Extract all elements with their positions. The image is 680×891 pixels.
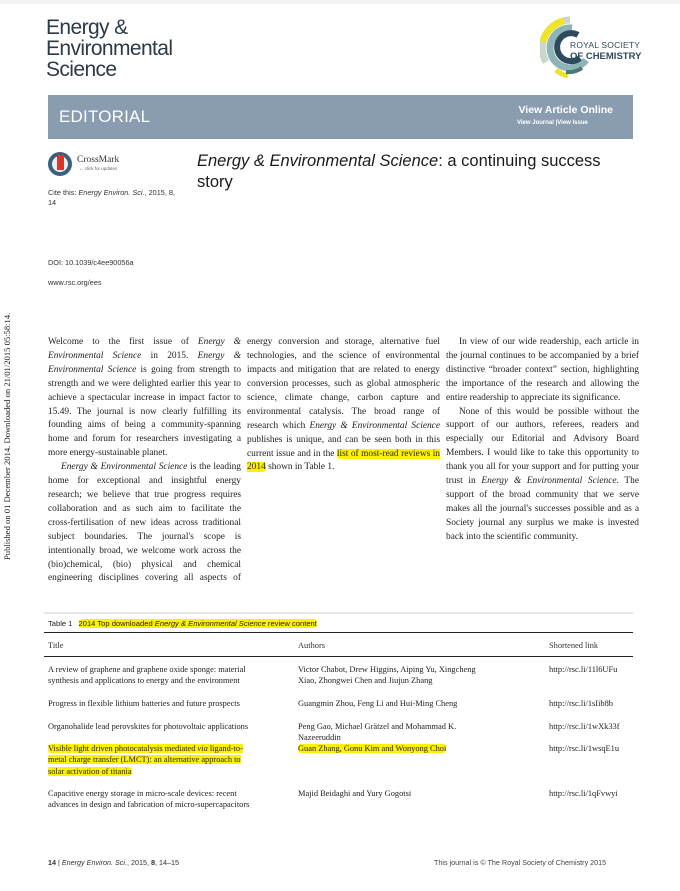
highlighted-text-cont: list of most-read reviews in 2014: [247, 448, 440, 473]
view-issue-link[interactable]: View Issue: [557, 120, 588, 126]
row-link[interactable]: http://rsc.li/1sIib8b: [549, 699, 613, 708]
view-article-online-link[interactable]: View Article Online: [518, 104, 613, 116]
arrow-left-icon: ←: [79, 166, 85, 171]
paragraph: None of this would be possible without the support of our authors, referees, readers and especially our Editorial and Advisory Board Members. I would like to take this opportunity to thank you all for your support and for putting your trust in Energy & Environmental Science. The support of the broad community that we serve makes all the journal's successes possible and as a Society journal any surplus we make is invested back into the scientific community.: [446, 406, 639, 542]
row-title: Organohalide lead perovskites for photovoltaic applications: [48, 722, 249, 731]
doi[interactable]: DOI: 10.1039/c4ee90056a: [48, 258, 134, 267]
journal-title-line: Energy &: [46, 16, 128, 39]
row-authors: Guan Zhang, Gonu Kim and Wonyong Choi: [298, 744, 447, 753]
journal-title-line: Environmental: [46, 37, 173, 60]
view-links: [517, 120, 588, 126]
table-header-authors: Authors: [298, 641, 325, 650]
crossmark-sub: [79, 166, 117, 171]
crossmark-icon: [48, 152, 72, 176]
crossmark-sub-text: click for updates: [84, 166, 118, 171]
table-header-title: Title: [48, 641, 64, 650]
paragraph: Energy & Environmental Science is the leading home for exceptional and insightful energy research; we believe that true progress requires collaboration and as such aim to facilitate the cross-fertilisation of new ideas across traditional subject boundaries. The journal's scope is intentionally broad, we welcome work across the (bio)chemical, (bio) physical and chemical engineering disciplines covering all aspects of: [48, 461, 241, 586]
website-link[interactable]: www.rsc.org/ees: [48, 278, 102, 287]
paragraph-cont: energy conversion and storage, alternative fuel technologies, and the science of environmental impacts and mitigation that are related to energy conversion processes, such as global atmospheric science, climate change, carbon capture and environmental catalysis. The broad range of research which Energy & Environmental Science publishes is unique, and can be seen both in this current issue and in the list of most-read reviews in 2014 shown in Table 1.: [247, 337, 440, 473]
crossmark-label: CrossMark: [77, 155, 120, 165]
table-top-rule: [44, 612, 633, 614]
article-title-italic: Energy & Environmental Science: [197, 152, 439, 170]
rsc-line2: OF CHEMISTRY: [570, 51, 642, 62]
table-rule: [44, 656, 633, 657]
body-column-3: [446, 336, 639, 586]
row-link[interactable]: http://rsc.li/11l6UFu: [549, 665, 618, 674]
article-title-rest: : a continuing success story: [197, 152, 601, 191]
citation: [48, 188, 188, 208]
section-label: EDITORIAL: [59, 107, 151, 126]
journal-title: [46, 17, 172, 80]
journal-title-line: Science: [46, 58, 117, 81]
rsc-line1: ROYAL SOCIETY: [570, 40, 641, 50]
row-title: Visible light driven photocatalysis mediated via ligand-to-metal charge transfer (LMCT): an alternative approach to solar activation of titania: [48, 744, 243, 776]
row-authors: Victor Chabot, Drew Higgins, Aiping Yu, Xingcheng Xiao, Zhongwei Chen and Jiujun Zhang: [298, 665, 476, 686]
cite-rest: , 2015, 8,: [144, 188, 175, 197]
row-link[interactable]: http://rsc.li/1wsqE1u: [549, 744, 620, 753]
body-column-1: [48, 336, 241, 586]
row-authors: Guangmin Zhou, Feng Li and Hui-Ming Cheng: [298, 699, 458, 708]
table-caption: [48, 619, 317, 628]
row-title: Progress in flexible lithium batteries and future prospects: [48, 699, 240, 708]
caption-italic: Energy & Environmental Science: [154, 619, 266, 628]
paragraph: Welcome to the first issue of Energy & Environmental Science in 2015. Energy & Environmental Science is going from strength to strength and we were delighted earlier this year to achieve a spectacular increase in impact factor to 15.49. The journal is now clearly fulfilling its founding aims of being a community-spanning home and forum for researchers investigating a more energy-sustainable planet.: [48, 337, 241, 459]
table-number: Table 1: [48, 619, 73, 628]
table-rule: [44, 632, 633, 633]
row-link[interactable]: http://rsc.li/1wXk33f: [549, 722, 620, 731]
cite-page: 14: [48, 198, 57, 207]
crossmark-button[interactable]: [48, 152, 158, 180]
caption-text: 2014 Top downloaded: [78, 619, 155, 628]
body-column-2: [247, 336, 440, 586]
publication-note: Published on 01 December 2014. Downloaded on 21/01/2015 05:58:14.: [2, 312, 12, 560]
article-title: [197, 151, 627, 193]
table-header-link: Shortened link: [549, 641, 599, 650]
link-separator: |: [553, 120, 558, 126]
row-authors: Majid Beidaghi and Yury Gogotsi: [298, 789, 412, 798]
page-number: 14: [48, 858, 56, 867]
row-authors: Peng Gao, Michael Grätzel and Mohammad K. Nazeeruddin: [298, 722, 457, 743]
footer-citation: 14 | Energy Environ. Sci., 2015, 8, 14–15: [48, 858, 179, 867]
row-title: Capacitive energy storage in micro-scale devices: recent advances in design and fabrication of micro-supercapacitors: [48, 789, 250, 810]
rsc-logo-text: [570, 40, 641, 62]
row-title: A review of graphene and graphene oxide sponge: material synthesis and applications to energy and the environment: [48, 665, 246, 686]
cite-journal: Energy Environ. Sci.: [78, 188, 145, 197]
cite-prefix: Cite this:: [48, 188, 79, 197]
top-rule: [0, 0, 680, 4]
footer-copyright: This journal is © The Royal Society of Chemistry 2015: [434, 858, 607, 867]
editorial-banner: [48, 95, 633, 139]
caption-text: review content: [265, 619, 317, 628]
row-link[interactable]: http://rsc.li/1qFvwyi: [549, 789, 618, 798]
paragraph: In view of our wide readership, each article in the journal continues to be accompanied by a brief distinctive “broader context” section, highlighting the importance of the research and allowing the entire readership to appreciate its significance.: [446, 337, 639, 403]
view-journal-link[interactable]: View Journal: [517, 120, 554, 126]
